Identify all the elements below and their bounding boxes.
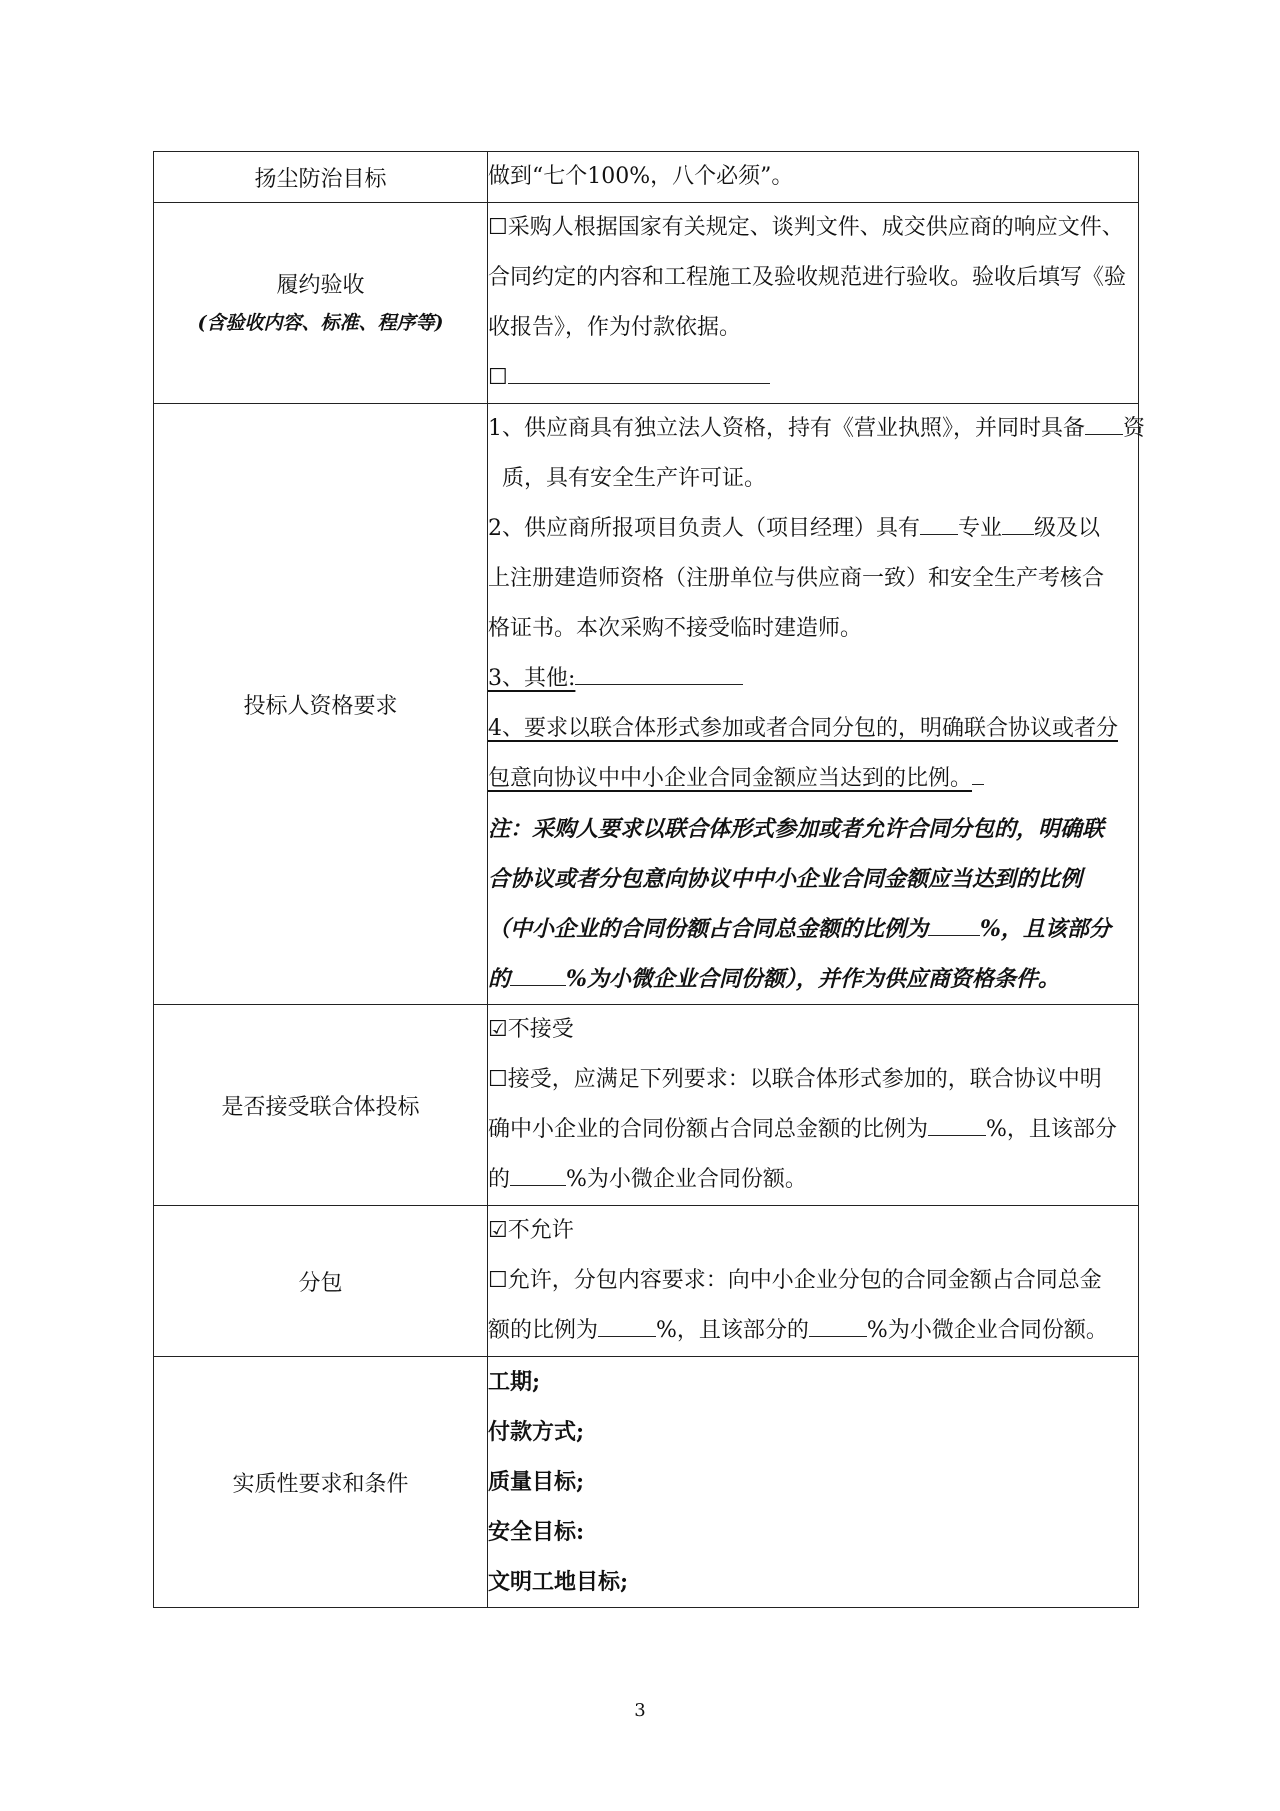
qual-blank-2[interactable] xyxy=(920,504,958,535)
substantive-item-duration: 工期; xyxy=(488,1369,541,1395)
note-line-3-text: （中小企业的合同份额占合同总金额的比例为 xyxy=(488,916,929,942)
substantive-item-quality: 质量目标; xyxy=(488,1469,585,1495)
qual-line-7: 4、要求以联合体形式参加或者合同分包的，明确联合协议或者分 xyxy=(488,716,1118,741)
qual-line-2: 质，具有安全生产许可证。 xyxy=(502,466,767,491)
substantive-item-civilized-site: 文明工地目标; xyxy=(488,1569,629,1595)
subcontract-blank-1[interactable] xyxy=(598,1306,656,1337)
qual-line-3-mid: 专业 xyxy=(958,516,1003,541)
qual-line-8 xyxy=(488,754,1138,804)
consortium-content xyxy=(488,1005,1139,1206)
consortium-label: 是否接受联合体投标 xyxy=(154,1005,488,1206)
qual-line-3-end: 级及以 xyxy=(1034,516,1101,541)
note-line-3-end: %，且该部分 xyxy=(980,916,1111,942)
subcontract-line-3-mid: %，且该部分的 xyxy=(656,1318,809,1343)
consortium-line-4-start: 的 xyxy=(488,1167,511,1192)
substantive-item-payment: 付款方式; xyxy=(488,1419,585,1445)
consortium-line-3 xyxy=(488,1105,1138,1155)
qual-blank-1[interactable] xyxy=(1085,404,1123,435)
qual-line-5: 格证书。本次采购不接受临时建造师。 xyxy=(488,616,863,641)
subcontract-option-allow[interactable]: ☐允许，分包内容要求：向中小企业分包的合同金额占合同总金 xyxy=(488,1268,1102,1293)
qualification-content xyxy=(488,404,1146,1005)
consortium-option-accept[interactable]: ☐接受，应满足下列要求：以联合体形式参加的，联合协议中明 xyxy=(488,1067,1102,1092)
qual-line-6 xyxy=(488,654,1138,704)
dust-label: 扬尘防治目标 xyxy=(154,152,488,203)
acceptance-line-4 xyxy=(488,353,1138,403)
subcontract-content xyxy=(488,1206,1139,1357)
note-line-4-start: 的 xyxy=(488,966,511,992)
acceptance-checkbox[interactable]: ☐ xyxy=(488,365,508,390)
consortium-blank-1[interactable] xyxy=(928,1105,986,1136)
qual-line-1 xyxy=(488,404,1146,454)
consortium-line-3-end: %，且该部分 xyxy=(986,1117,1117,1142)
subcontract-blank-2[interactable] xyxy=(809,1306,867,1337)
subcontract-option-disallow[interactable]: ☑不允许 xyxy=(488,1218,574,1243)
acceptance-sublabel: (含验收内容、标准、程序等) xyxy=(197,312,444,334)
row-dust-control xyxy=(154,152,1139,203)
requirements-table xyxy=(153,151,1146,1608)
substantive-content xyxy=(488,1357,1139,1608)
row-subcontract xyxy=(154,1206,1139,1357)
subcontract-line-3 xyxy=(488,1306,1138,1356)
acceptance-blank[interactable] xyxy=(508,353,770,384)
acceptance-line-3: 收报告》，作为付款依据。 xyxy=(488,315,742,340)
consortium-line-4-text: %为小微企业合同份额。 xyxy=(566,1167,807,1192)
acceptance-line-1: ☐采购人根据国家有关规定、谈判文件、成交供应商的响应文件、 xyxy=(488,215,1124,240)
consortium-blank-2[interactable] xyxy=(510,1155,566,1186)
dust-content xyxy=(488,152,1139,203)
qual-line-3 xyxy=(488,504,1138,554)
note-line-1: 注：采购人要求以联合体形式参加或者允许合同分包的，明确联 xyxy=(488,816,1105,842)
subcontract-line-3-end: %为小微企业合同份额。 xyxy=(866,1318,1108,1343)
consortium-line-4 xyxy=(488,1155,1138,1205)
qual-line-1-text: 1、供应商具有独立法人资格，持有《营业执照》，并同时具备 xyxy=(488,416,1085,441)
substantive-item-safety: 安全目标: xyxy=(488,1519,585,1545)
subcontract-label: 分包 xyxy=(154,1206,488,1357)
qual-line-8-tail xyxy=(972,754,984,785)
qual-line-4: 上注册建造师资格（注册单位与供应商一致）和安全生产考核合 xyxy=(488,566,1105,591)
note-line-3 xyxy=(488,904,1138,954)
qual-other-blank[interactable] xyxy=(575,654,743,685)
qual-blank-3[interactable] xyxy=(1002,504,1034,535)
note-line-4 xyxy=(488,954,1138,1004)
row-substantive xyxy=(154,1357,1139,1608)
acceptance-label: 履约验收 xyxy=(276,273,365,298)
note-blank-2[interactable] xyxy=(510,955,566,986)
note-line-2: 合协议或者分包意向协议中中小企业合同金额应当达到的比例 xyxy=(488,866,1083,892)
acceptance-content xyxy=(488,203,1139,404)
consortium-line-3-text: 确中小企业的合同份额占合同总金额的比例为 xyxy=(488,1117,929,1142)
substantive-label: 实质性要求和条件 xyxy=(154,1357,488,1608)
qualification-label: 投标人资格要求 xyxy=(154,404,488,1005)
row-consortium xyxy=(154,1005,1139,1206)
note-line-4-text: %为小微企业合同份额），并作为供应商资格条件。 xyxy=(566,966,1060,992)
row-acceptance xyxy=(154,203,1139,404)
acceptance-label-cell xyxy=(154,203,488,404)
consortium-option-reject[interactable]: ☑不接受 xyxy=(488,1017,574,1042)
page-number: 3 xyxy=(634,1700,646,1721)
qual-line-3-text: 2、供应商所报项目负责人（项目经理）具有 xyxy=(488,516,920,541)
qual-line-1-end: 资 xyxy=(1123,416,1146,441)
qual-line-8-text: 包意向协议中中小企业合同金额应当达到的比例。 xyxy=(488,766,973,791)
acceptance-line-2: 合同约定的内容和工程施工及验收规范进行验收。验收后填写《验 xyxy=(488,265,1127,290)
qual-other-label: 3、其他: xyxy=(488,666,576,691)
subcontract-line-3-start: 额的比例为 xyxy=(488,1318,599,1343)
dust-text: 做到“七个100%，八个必须”。 xyxy=(488,164,794,189)
row-qualification xyxy=(154,404,1139,1005)
note-blank-1[interactable] xyxy=(928,905,980,936)
